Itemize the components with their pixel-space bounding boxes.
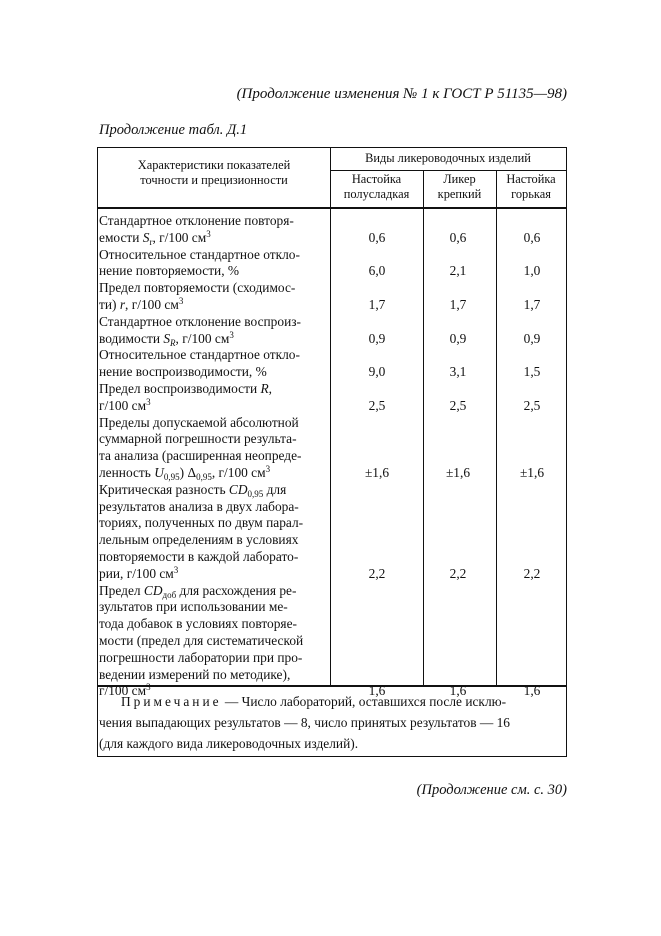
- col-header-liker-krepkiy: Ликер крепкий: [437, 172, 482, 201]
- characteristic-line: Стандартное отклонение воспроиз-: [99, 313, 301, 329]
- characteristic-line: ленность $U_{0,95}$) $\Delta_{0,95}$, г/100 $см^3$: [99, 464, 271, 482]
- characteristic-line: результатов анализа в двух лабора-: [99, 498, 299, 514]
- characteristic-line: суммарной погрешности результа-: [99, 431, 297, 447]
- table-cell-value: 9,0: [368, 364, 386, 380]
- continuation-footer: (Продолжение см. с. 30): [416, 782, 567, 798]
- characteristic-line: водимости $S_R$, г/100 $см^3$: [99, 329, 234, 348]
- characteristic-line: г/100 $см^3$: [99, 396, 151, 413]
- table-cell-value: 0,9: [449, 330, 467, 346]
- table-cell-value: 2,5: [449, 397, 467, 413]
- table-cell-value: ±1,6: [364, 465, 390, 480]
- note-line: (для каждого вида ликероводочных изделий).: [99, 736, 359, 751]
- group-header-divider: [330, 170, 566, 171]
- characteristic-line: ти) r, г/100 $см^3$: [99, 296, 184, 312]
- table-cell-value: 1,7: [523, 297, 541, 312]
- table-cell-value: 0,6: [368, 229, 386, 245]
- table-cell-value: 2,5: [523, 397, 541, 413]
- characteristic-line: погрешности лаборатории при про-: [99, 649, 303, 665]
- col-divider: [423, 170, 424, 685]
- characteristic-line: та анализа (расширенная неопреде-: [99, 448, 302, 464]
- characteristic-line: ведении измерений по методике),: [99, 666, 291, 682]
- characteristic-line: Предел повторяемости (сходимос-: [99, 280, 296, 296]
- note-label: Примечание: [121, 694, 222, 709]
- table-cell-value: 6,0: [368, 263, 386, 279]
- characteristic-line: ториях, полученных по двум парал-: [99, 515, 304, 531]
- col-header-nastoyka-polusladkaya: Настойка полусладкая: [343, 172, 410, 201]
- table-cell-value: 1,5: [523, 364, 541, 380]
- table-cell-value: 1,6: [449, 683, 467, 699]
- characteristic-line: Критическая разность $CD_{0,95}$ для: [99, 481, 287, 499]
- col-divider: [496, 170, 497, 685]
- table-cell-value: 0,9: [368, 330, 386, 346]
- table-cell-value: 3,1: [449, 364, 467, 380]
- characteristic-line: лельным определениям в условиях: [99, 532, 299, 548]
- table-caption: Продолжение табл. Д.1: [99, 122, 248, 138]
- characteristic-line: зультатов при использовании ме-: [99, 599, 288, 615]
- group-header: Виды ликероводочных изделий: [365, 151, 531, 165]
- characteristic-line: Предел воспроизводимости R,: [99, 381, 273, 396]
- characteristic-line: повторяемости в каждой лаборато-: [99, 549, 299, 564]
- header-divider: [98, 207, 566, 209]
- characteristic-line: емости $S_r$, г/100 $см^3$: [99, 228, 211, 247]
- table-cell-value: 1,6: [523, 683, 541, 699]
- table-cell-value: 1,7: [368, 297, 386, 312]
- note-line: чения выпадающих результатов — 8, число принятых результатов — 16: [99, 715, 510, 730]
- characteristic-line: нение воспроизводимости, %: [99, 364, 267, 380]
- table-cell-value: 2,2: [368, 565, 386, 581]
- characteristic-line: рии, г/100 $см^3$: [99, 564, 179, 581]
- table-note: [99, 691, 565, 754]
- table-cell-value: 0,6: [523, 229, 541, 245]
- characteristic-line: Пределы допускаемой абсолютной: [99, 414, 299, 430]
- col-header-nastoyka-gorkaya: Настойка горькая: [506, 172, 556, 201]
- characteristic-line: тода добавок в условиях повторяе-: [99, 616, 297, 632]
- table-cell-value: 1,7: [449, 297, 467, 312]
- characteristic-line: Относительное стандартное откло-: [99, 347, 300, 363]
- col-divider: [330, 148, 331, 685]
- document-header: (Продолжение изменения № 1 к ГОСТ Р 51135—98): [236, 86, 567, 102]
- characteristic-line: Предел $CD_{доб}$ для расхождения ре-: [99, 582, 297, 600]
- table-cell-value: 2,2: [523, 565, 541, 581]
- table-cell-value: 2,1: [449, 263, 467, 279]
- characteristic-line: Относительное стандартное откло-: [99, 246, 300, 262]
- characteristic-line: Стандартное отклонение повторя-: [99, 213, 294, 228]
- table-cell-value: ±1,6: [519, 465, 545, 480]
- table-cell-value: ±1,6: [445, 465, 471, 480]
- table-cell-value: 2,2: [449, 565, 467, 581]
- characteristic-line: нение повторяемости, %: [99, 263, 240, 279]
- table-cell-value: 0,6: [449, 229, 467, 245]
- table-cell-value: 1,6: [368, 683, 386, 699]
- table-cell-value: 0,9: [523, 330, 541, 346]
- col-header-characteristics: Характеристики показателей точности и прецизионности: [137, 158, 291, 187]
- table-cell-value: 2,5: [368, 397, 386, 413]
- characteristic-line: мости (предел для систематической: [99, 633, 304, 648]
- table-cell-value: 1,0: [523, 263, 541, 279]
- note-line: — Число лабораторий, оставшихся после исклю-: [221, 694, 507, 709]
- characteristic-line: г/100 $см^3$: [99, 682, 151, 699]
